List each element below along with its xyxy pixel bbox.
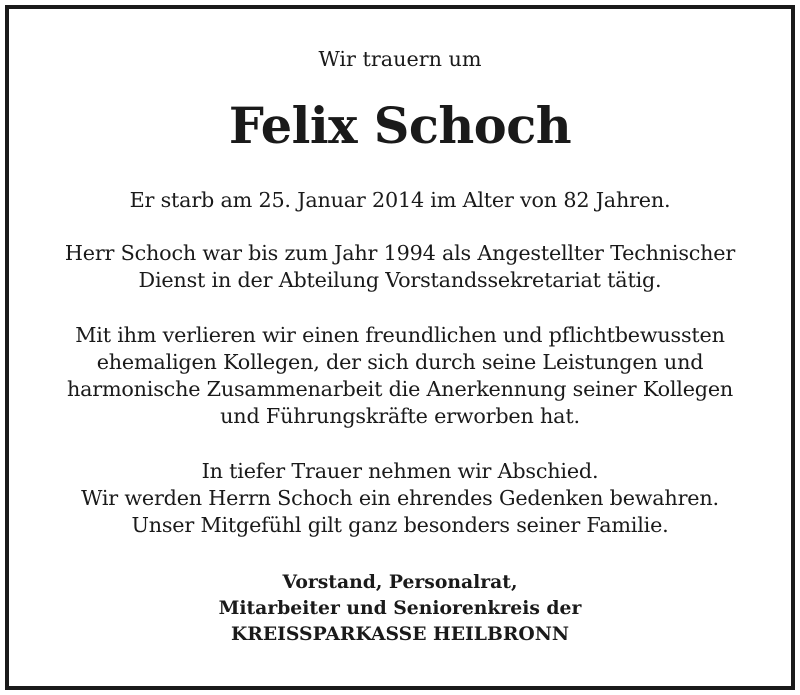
signature-line-2: Mitarbeiter und Seniorenkreis der (218, 597, 582, 619)
deceased-name: Felix Schoch (228, 97, 572, 155)
farewell-line-3: Unser Mitgefühl gilt ganz besonders seiner Familie. (131, 513, 669, 537)
signature-line-1: Vorstand, Personalrat, (282, 571, 518, 593)
tribute-line-3: harmonische Zusammenarbeit die Anerkennung seiner Kollegen (66, 377, 734, 401)
tribute-line-4: und Führungskräfte erworben hat. (220, 404, 580, 428)
death-date-line: Er starb am 25. Januar 2014 im Alter von 82 Jahren. (129, 188, 671, 212)
signature-line-3: KREISSPARKASSE HEILBRONN (230, 623, 570, 645)
farewell-line-2: Wir werden Herrn Schoch ein ehrendes Gedenken bewahren. (81, 486, 719, 510)
career-line-2: Dienst in der Abteilung Vorstandssekretariat tätig. (138, 268, 662, 292)
career-line-1: Herr Schoch war bis zum Jahr 1994 als Angestellter Technischer (64, 241, 736, 265)
intro-text: Wir trauern um (318, 47, 482, 71)
tribute-line-2: ehemaligen Kollegen, der sich durch seine Leistungen und (96, 350, 704, 374)
farewell-line-1: In tiefer Trauer nehmen wir Abschied. (201, 459, 599, 483)
obituary-notice (5, 5, 795, 690)
tribute-line-1: Mit ihm verlieren wir einen freundlichen und pflichtbewussten (75, 323, 725, 347)
